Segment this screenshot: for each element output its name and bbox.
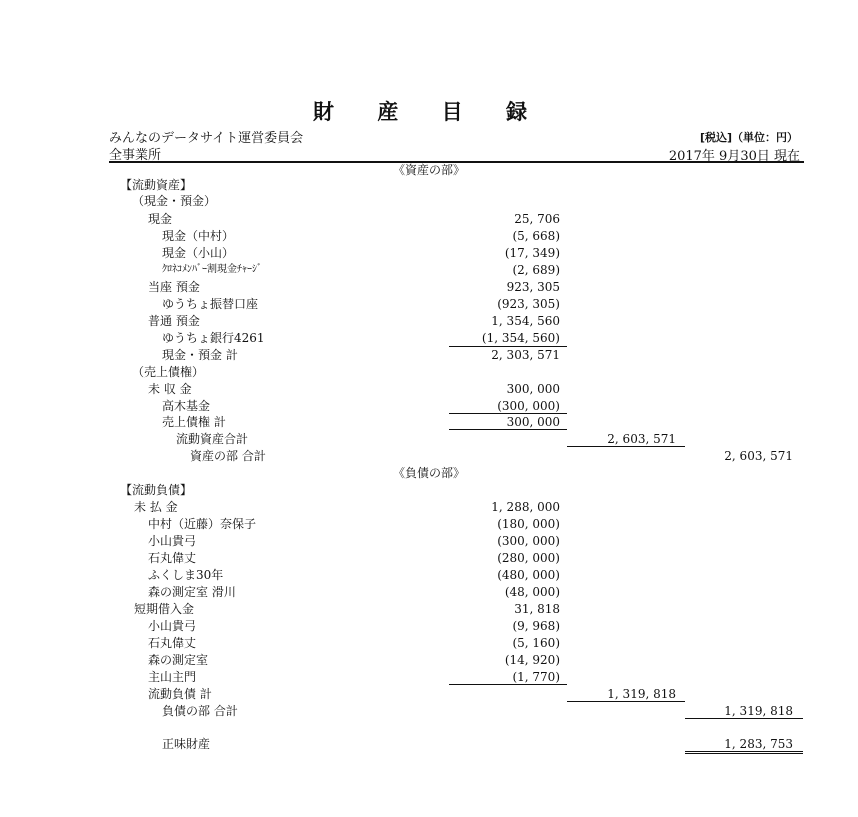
- table-row: [0, 635, 858, 651]
- row-amount: (1, 770): [512, 670, 560, 684]
- table-row: [0, 262, 858, 278]
- net-assets-label: 正味財産: [162, 737, 211, 751]
- row-label: 負債の部 合計: [162, 704, 238, 718]
- table-row: [0, 584, 858, 600]
- row-label: 当座 預金: [148, 280, 200, 294]
- organization-name: みんなのデータサイト運営委員会: [109, 131, 304, 146]
- table-row: [0, 330, 858, 346]
- row-label: 売上債権 計: [162, 415, 226, 429]
- row-amount: (300, 000): [497, 399, 560, 413]
- row-label: 森の測定室: [148, 653, 209, 667]
- row-label: ゆうちょ銀行4261: [162, 331, 265, 345]
- net-assets-row: [0, 736, 858, 752]
- table-row: [0, 381, 858, 397]
- row-label: 小山貴弓: [148, 534, 197, 548]
- table-row: [0, 516, 858, 532]
- row-amount: 31, 818: [514, 602, 560, 616]
- row-label: 未 収 金: [148, 382, 192, 396]
- subtotal-rule: [567, 446, 685, 447]
- table-row: [0, 414, 858, 430]
- row-label: 現金（中村）: [162, 229, 235, 243]
- tax-unit-note: [税込]（単位：円）: [699, 131, 798, 144]
- row-amount: (1, 354, 560): [481, 331, 560, 345]
- table-row: [0, 398, 858, 414]
- row-label: 中村（近藤）奈保子: [148, 517, 257, 531]
- row-amount: (2, 689): [512, 263, 560, 277]
- row-label: ふくしま30年: [148, 568, 224, 582]
- row-label: 資産の部 合計: [190, 449, 266, 463]
- row-label: 未 払 金: [134, 500, 178, 514]
- table-row: [0, 686, 858, 702]
- liabilities-section-label: 《負債の部》: [392, 466, 465, 480]
- table-row: [0, 279, 858, 295]
- row-label: 小山貴弓: [148, 619, 197, 633]
- as-of-date: 2017年 9月30日 現在: [668, 149, 800, 164]
- row-label: （現金・預金）: [132, 194, 217, 208]
- row-amount: (480, 000): [497, 568, 560, 582]
- row-amount: (300, 000): [497, 534, 560, 548]
- row-amount: 2, 603, 571: [724, 449, 793, 463]
- table-row: [0, 177, 858, 193]
- table-row: [0, 431, 858, 447]
- row-label: （売上債権）: [132, 365, 205, 379]
- row-amount: 2, 303, 571: [491, 348, 560, 362]
- row-amount: 1, 319, 818: [724, 704, 793, 718]
- row-label: ｸﾛﾈｺﾒﾝﾊﾞｰ割現金ﾁｬｰｼﾞ: [162, 264, 262, 275]
- subtotal-rule: [449, 684, 567, 685]
- table-row: [0, 618, 858, 634]
- table-row: [0, 364, 858, 380]
- table-row: [0, 601, 858, 617]
- row-amount: (923, 305): [497, 297, 560, 311]
- row-amount: (5, 160): [512, 636, 560, 650]
- row-label: ゆうちょ振替口座: [162, 297, 259, 311]
- row-amount: (180, 000): [497, 517, 560, 531]
- row-amount: 1, 288, 000: [491, 500, 560, 514]
- table-row: [0, 245, 858, 261]
- row-amount: 923, 305: [506, 280, 560, 294]
- row-label: 【流動資産】: [120, 178, 193, 192]
- row-amount: (5, 668): [512, 229, 560, 243]
- row-amount: 1, 319, 818: [607, 687, 676, 701]
- row-label: 高木基金: [162, 399, 211, 413]
- double-total-rule: [685, 751, 803, 754]
- table-row: [0, 652, 858, 668]
- row-amount: (9, 968): [512, 619, 560, 633]
- table-row: [0, 482, 858, 498]
- table-row: [0, 211, 858, 227]
- row-amount: (280, 000): [497, 551, 560, 565]
- row-label: 流動資産合計: [176, 432, 249, 446]
- table-row: [0, 499, 858, 515]
- row-label: 現金・預金 計: [162, 348, 238, 362]
- row-amount: 2, 603, 571: [607, 432, 676, 446]
- row-amount: (17, 349): [504, 246, 560, 260]
- row-label: 短期借入金: [134, 602, 195, 616]
- row-label: 石丸偉丈: [148, 636, 197, 650]
- scope-label: 全事業所: [109, 148, 162, 163]
- row-amount: 300, 000: [506, 415, 560, 429]
- table-row: [0, 669, 858, 685]
- table-row: [0, 313, 858, 329]
- total-rule: [685, 718, 803, 719]
- subtotal-rule: [449, 429, 567, 430]
- row-label: 現金（小山）: [162, 246, 235, 260]
- row-amount: (14, 920): [504, 653, 560, 667]
- table-row: [0, 448, 858, 464]
- row-label: 森の測定室 滑川: [148, 585, 236, 599]
- row-amount: 300, 000: [506, 382, 560, 396]
- net-assets-amount: 1, 283, 753: [724, 737, 793, 751]
- row-label: 【流動負債】: [120, 483, 193, 497]
- assets-section-label: 《資産の部》: [392, 163, 465, 177]
- table-row: [0, 567, 858, 583]
- table-row: [0, 533, 858, 549]
- row-label: 流動負債 計: [148, 687, 212, 701]
- table-row: [0, 193, 858, 209]
- subtotal-rule: [567, 701, 685, 702]
- row-amount: 1, 354, 560: [491, 314, 560, 328]
- table-row: [0, 296, 858, 312]
- table-row: [0, 347, 858, 363]
- table-row: [0, 550, 858, 566]
- row-label: 現金: [148, 212, 173, 226]
- row-amount: 25, 706: [514, 212, 560, 226]
- row-label: 主山主門: [148, 670, 197, 684]
- row-amount: (48, 000): [504, 585, 560, 599]
- page-title: 財 産 目 録: [313, 100, 545, 124]
- table-row: [0, 228, 858, 244]
- row-label: 普通 預金: [148, 314, 200, 328]
- table-row: [0, 703, 858, 719]
- row-label: 石丸偉丈: [148, 551, 197, 565]
